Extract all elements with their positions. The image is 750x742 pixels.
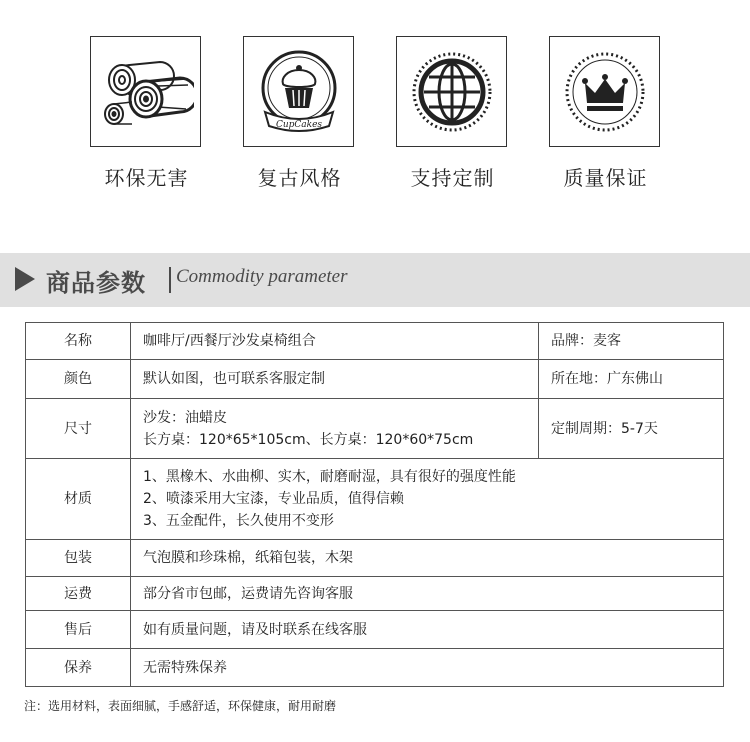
footnote: 注：选用材料，表面细腻，手感舒适，环保健康，耐用耐磨 (24, 699, 337, 713)
feature-label: 质量保证 (563, 166, 648, 190)
wood-logs-icon (90, 36, 201, 147)
param-value (131, 323, 539, 360)
table-row (26, 399, 724, 459)
feature-quality (549, 36, 662, 190)
crown-icon (549, 36, 660, 147)
feature-retro (243, 36, 356, 190)
param-name: 材质 (26, 459, 131, 540)
param-value (131, 611, 724, 649)
param-side: 所在地：广东佛山 (539, 360, 724, 399)
globe-icon (396, 36, 507, 147)
param-value (131, 399, 539, 459)
table-row (26, 611, 724, 649)
param-value (131, 360, 539, 399)
feature-section (0, 0, 750, 250)
param-value-line: 部分省市包邮，运费请先咨询客服 (143, 585, 353, 602)
param-table (25, 322, 724, 687)
table-row (26, 649, 724, 687)
feature-label: 支持定制 (410, 166, 495, 190)
play-arrow-icon (15, 267, 35, 291)
banner-divider (169, 267, 171, 293)
param-name: 保养 (26, 649, 131, 687)
param-value-line: 长方桌：120*65*105cm、长方桌：120*60*75cm (143, 431, 474, 448)
param-value-line: 气泡膜和珍珠棉，纸箱包装，木架 (143, 550, 353, 566)
param-value (131, 649, 724, 687)
table-row (26, 540, 724, 577)
param-value (131, 540, 724, 577)
table-row (26, 323, 724, 360)
banner-title-en: Commodity parameter (176, 266, 348, 287)
param-name: 颜色 (26, 360, 131, 399)
section-banner (0, 253, 750, 307)
cupcake-icon (243, 36, 354, 147)
feature-label: 复古风格 (257, 166, 342, 190)
param-value (131, 577, 724, 611)
param-value-line: 2、喷漆采用大宝漆，专业品质，值得信赖 (143, 491, 404, 507)
param-name: 售后 (26, 611, 131, 649)
table-row (26, 360, 724, 399)
banner-title-cn: 商品参数 (46, 268, 146, 297)
feature-custom (396, 36, 509, 190)
param-value-line: 默认如图，也可联系客服定制 (143, 371, 325, 387)
param-name: 运费 (26, 577, 131, 611)
table-row (26, 459, 724, 540)
param-side: 品牌：麦客 (539, 323, 724, 360)
table-row (26, 577, 724, 611)
param-value-line: 如有质量问题，请及时联系在线客服 (143, 621, 367, 638)
param-name: 包装 (26, 540, 131, 577)
param-value-line: 3、五金配件，长久使用不变形 (143, 513, 334, 529)
param-name: 名称 (26, 323, 131, 360)
param-value (131, 459, 724, 540)
param-value-line: 无需特殊保养 (143, 659, 227, 676)
param-value-line: 咖啡厅/西餐厅沙发桌椅组合 (143, 333, 316, 349)
param-value-line: 沙发：油蜡皮 (143, 409, 227, 426)
cupcake-emblem-text: CupCakes (275, 119, 322, 130)
param-name: 尺寸 (26, 399, 131, 459)
param-side: 定制周期：5-7天 (539, 399, 724, 459)
feature-label: 环保无害 (104, 166, 189, 190)
param-value-line: 1、黑橡木、水曲柳、实木，耐磨耐湿，具有很好的强度性能 (143, 469, 516, 485)
feature-eco (90, 36, 203, 190)
